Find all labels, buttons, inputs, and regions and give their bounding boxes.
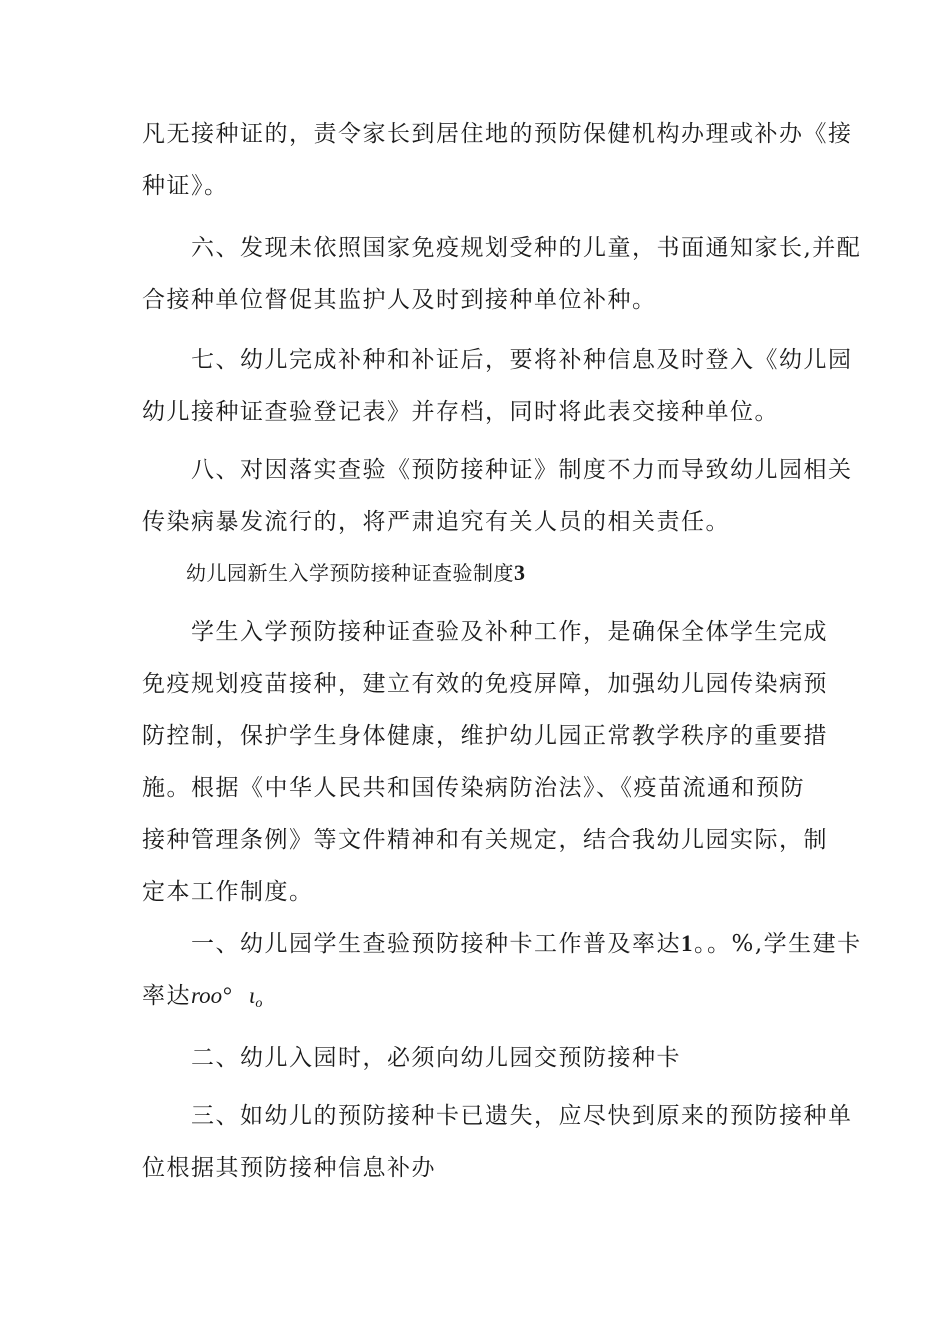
text-line: 施。根据《中华人民共和国传染病防治法》、《疫苗流通和预防 bbox=[142, 775, 805, 801]
text-line: 免疫规划疫苗接种，建立有效的免疫屏障，加强幼儿园传染病预 bbox=[142, 671, 828, 697]
text-line: 八、对因落实查验《预防接种证》制度不力而导致幼儿园相关 bbox=[142, 457, 853, 483]
text-line: 三、如幼儿的预防接种卡已遗失，应尽快到原来的预防接种单 bbox=[142, 1103, 853, 1129]
section-heading-number: 3 bbox=[514, 560, 526, 585]
paragraph-certificate-reissue bbox=[142, 108, 853, 212]
item-one-rate-subscript: o bbox=[255, 996, 263, 1011]
item-one-rate-label: 率达 bbox=[142, 983, 191, 1009]
text-line: 二、幼儿入园时，必须向幼儿园交预防接种卡 bbox=[142, 1045, 681, 1071]
text-line: 七、幼儿完成补种和补证后，要将补种信息及时登入《幼儿园 bbox=[142, 347, 853, 373]
text-line bbox=[142, 918, 862, 970]
text-line: 位根据其预防接种信息补办 bbox=[142, 1155, 436, 1181]
text-line: 凡无接种证的，责令家长到居住地的预防保健机构办理或补办《接 bbox=[142, 121, 853, 147]
text-line: 种证》。 bbox=[142, 173, 229, 199]
paragraph-intro bbox=[142, 606, 828, 918]
item-one-rate-glyph: ι bbox=[248, 983, 256, 1008]
text-line: 学生入学预防接种证查验及补种工作，是确保全体学生完成 bbox=[142, 619, 828, 645]
item-one-rate-value: roo° bbox=[191, 983, 232, 1008]
item-one-text-tail: 。。%,学生建卡 bbox=[694, 931, 862, 957]
section-heading bbox=[186, 556, 526, 590]
text-line: 防控制，保护学生身体健康，维护幼儿园正常教学秩序的重要措 bbox=[142, 723, 828, 749]
text-line bbox=[142, 970, 812, 1030]
paragraph-item-seven bbox=[142, 334, 853, 438]
text-line: 幼儿接种证查验登记表》并存档，同时将此表交接种单位。 bbox=[142, 399, 779, 425]
paragraph-item-two bbox=[142, 1032, 812, 1084]
paragraph-item-eight bbox=[142, 444, 853, 548]
text-line: 传染病暴发流行的，将严肃追究有关人员的相关责任。 bbox=[142, 509, 730, 535]
item-one-number: 1 bbox=[681, 931, 694, 956]
text-line: 接种管理条例》等文件精神和有关规定，结合我幼儿园实际，制 bbox=[142, 827, 828, 853]
text-line: 定本工作制度。 bbox=[142, 879, 314, 905]
paragraph-item-one bbox=[142, 918, 862, 1030]
text-line: 合接种单位督促其监护人及时到接种单位补种。 bbox=[142, 287, 657, 313]
text-line: 六、发现未依照国家免疫规划受种的儿童，书面通知家长,并配 bbox=[142, 235, 862, 261]
item-one-text: 一、幼儿园学生查验预防接种卡工作普及率达 bbox=[142, 931, 681, 957]
section-heading-text: 幼儿园新生入学预防接种证查验制度 bbox=[186, 561, 514, 585]
paragraph-item-six bbox=[142, 222, 862, 326]
paragraph-item-three bbox=[142, 1090, 853, 1194]
